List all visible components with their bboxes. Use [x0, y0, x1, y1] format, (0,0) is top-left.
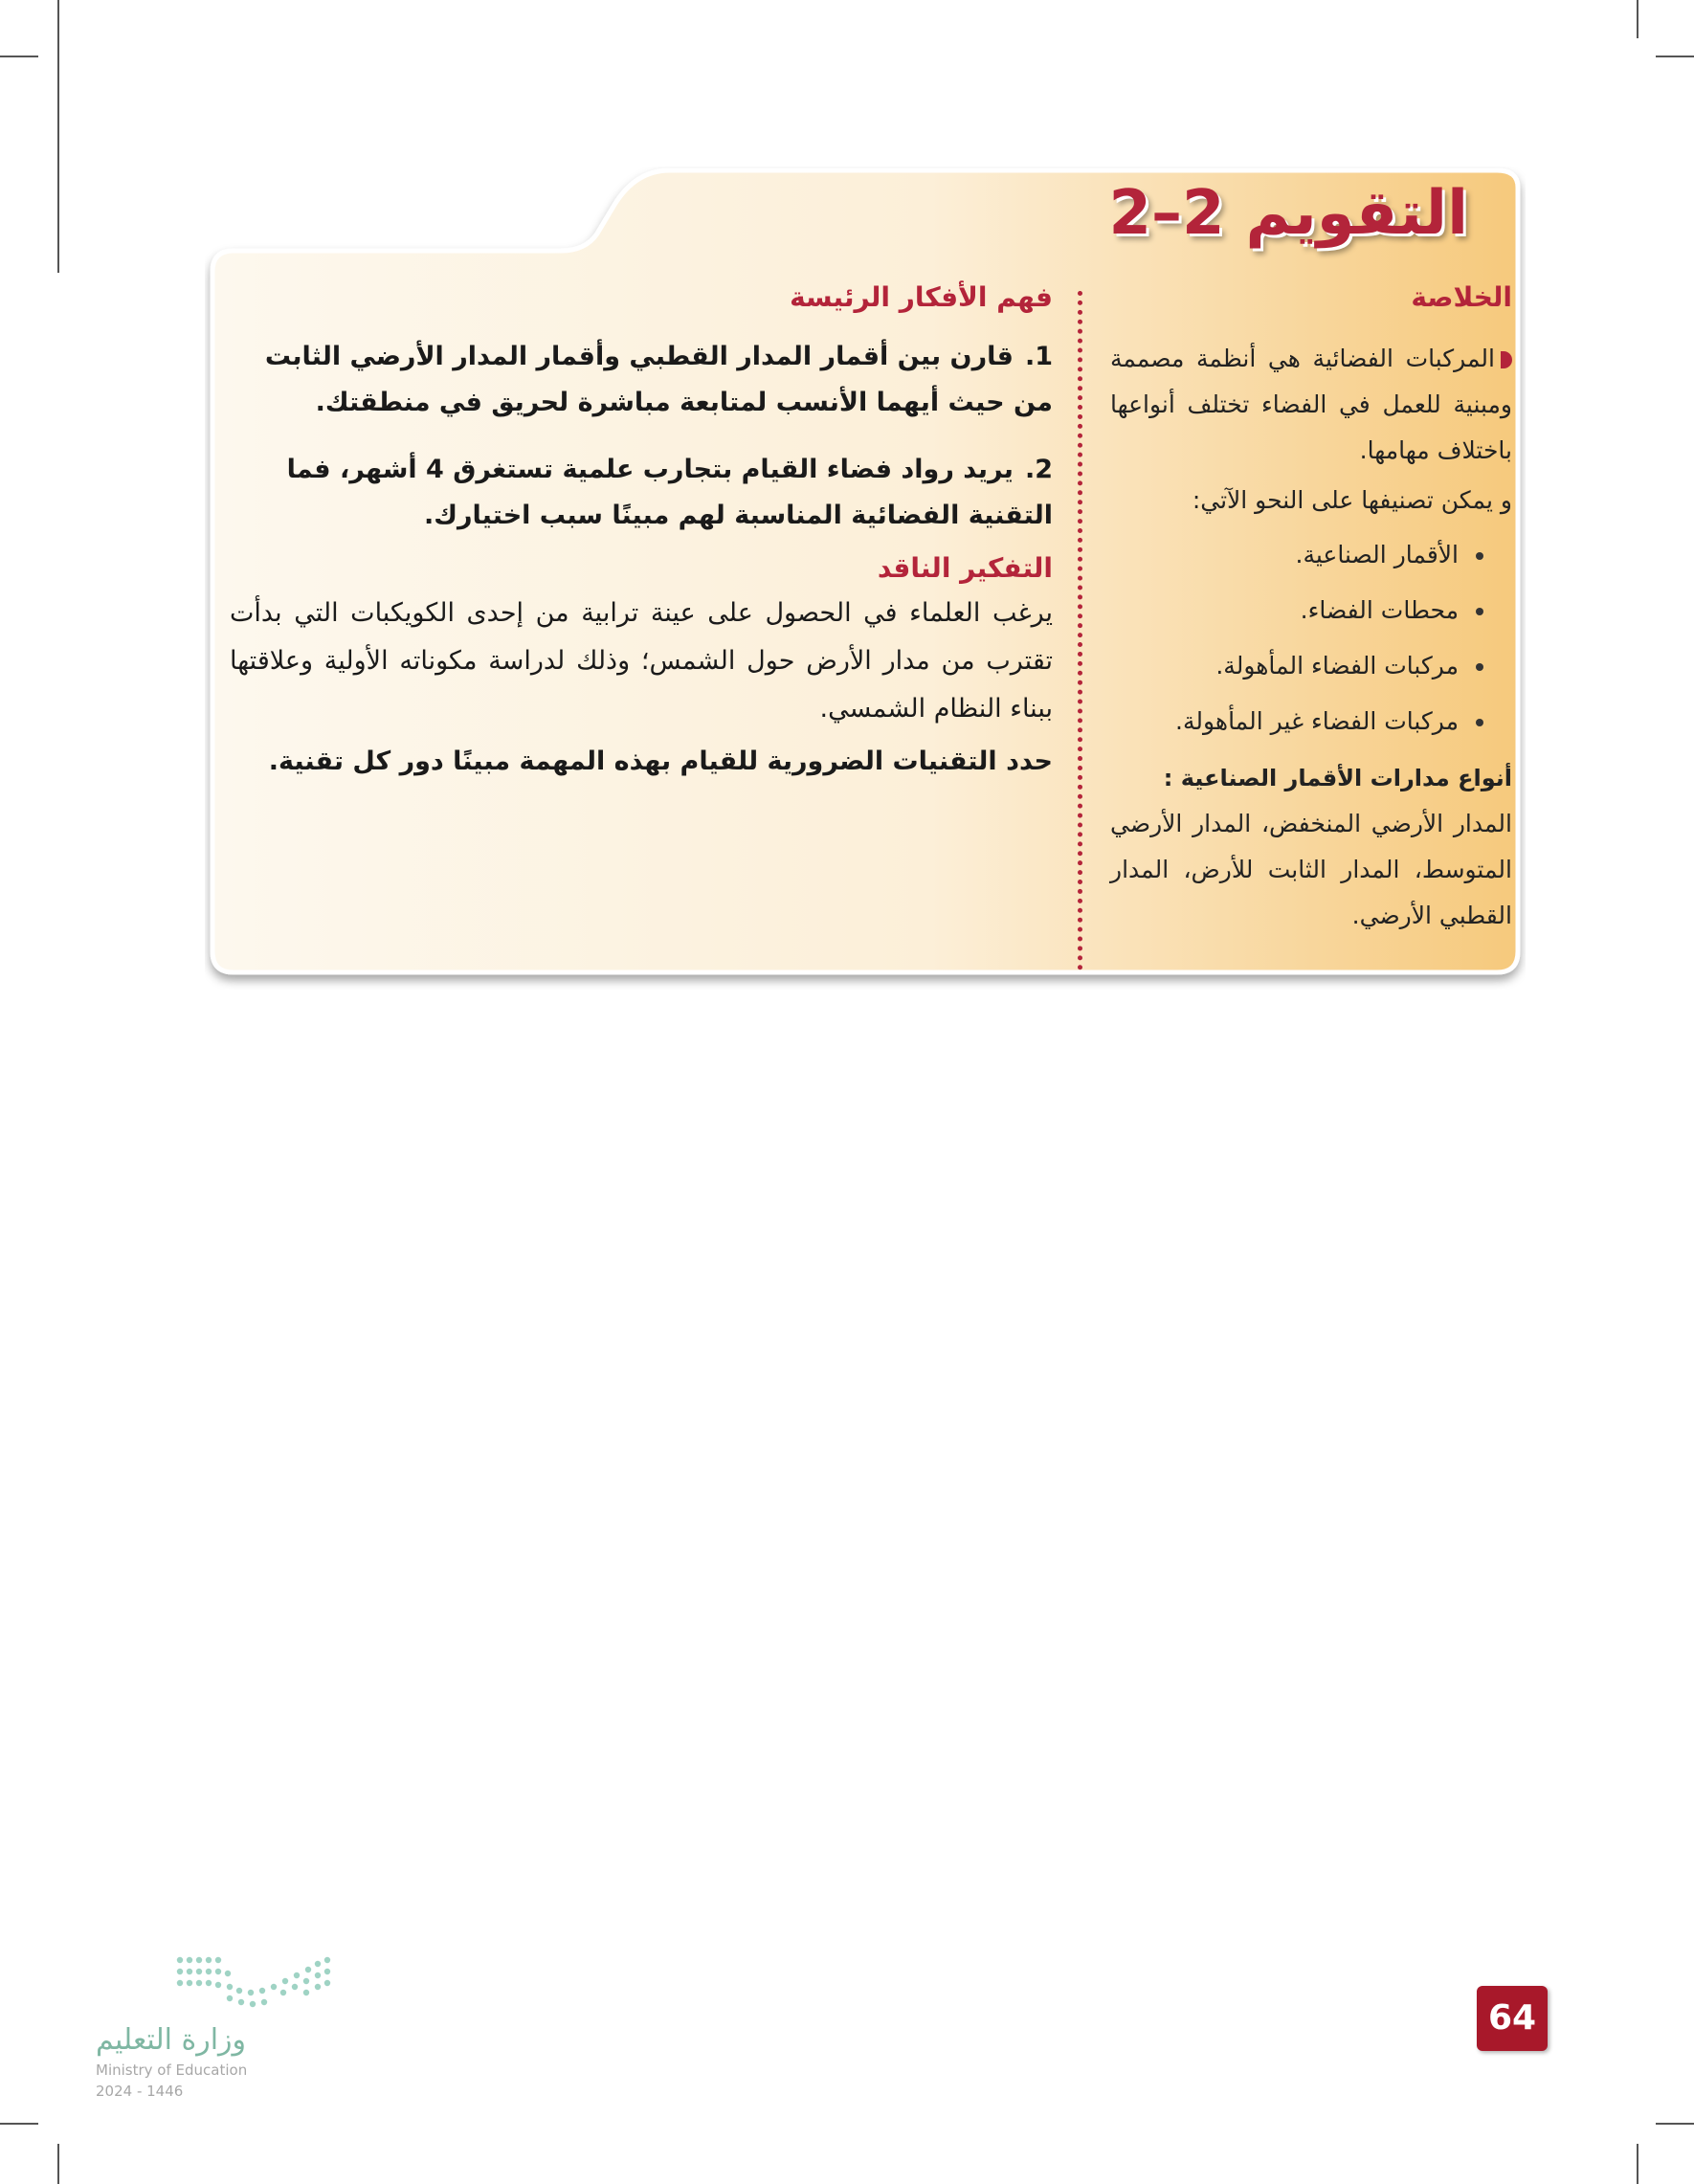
list-item — [1110, 638, 1483, 694]
summary-heading: الخلاصة — [1411, 281, 1512, 313]
crop-mark — [57, 2144, 59, 2184]
summary-classify-line: و يمكن تصنيفها على النحو الآتي: — [1192, 486, 1512, 514]
summary-column — [1110, 281, 1512, 939]
list-item-text: محطات الفضاء. — [1300, 596, 1459, 624]
ministry-year: 2024 - 1446 — [96, 2083, 184, 2100]
section-title-number: 2–2 — [1108, 178, 1225, 249]
section-title-word: التقويم — [1245, 178, 1468, 249]
list-item-text: الأقمار الصناعية. — [1295, 541, 1459, 568]
list-item-text: مركبات الفضاء المأهولة. — [1215, 652, 1459, 680]
review-card — [205, 167, 1526, 990]
ministry-logo — [96, 1952, 345, 2115]
section-title — [1108, 178, 1468, 249]
orbits-text: المدار الأرضي المنخفض، المدار الأرضي المتوسط، المدار الثابت للأرض، المدار القطبي الأرضي. — [1110, 810, 1512, 929]
crop-mark — [57, 0, 59, 273]
main-ideas-heading: فهم الأفكار الرئيسة — [790, 281, 1053, 313]
bullet-marker-icon — [1501, 351, 1512, 368]
list-item — [1110, 583, 1483, 638]
summary-intro — [1110, 336, 1512, 474]
summary-intro-text: المركبات الفضائية هي أنظمة مصممة ومبنية للعمل في الفضاء تختلف أنواعها باختلاف مهامها. — [1110, 345, 1512, 464]
crop-mark — [0, 2123, 38, 2125]
ministry-dots-icon — [96, 1952, 345, 2019]
question-1 — [230, 334, 1053, 426]
list-item-text: مركبات الفضاء غير المأهولة. — [1175, 707, 1459, 735]
list-item — [1110, 694, 1483, 749]
crop-mark — [1637, 2144, 1638, 2184]
question-number: 2. — [1024, 455, 1053, 484]
questions-column — [230, 281, 1053, 785]
orbits-label: أنواع مدارات الأقمار الصناعية : — [1163, 765, 1512, 791]
spacecraft-type-list — [1110, 527, 1512, 749]
ministry-name-en: Ministry of Education — [96, 2061, 248, 2079]
critical-thinking-text: يرغب العلماء في الحصول على عينة ترابية من إحدى الكويكبات التي بدأت تقترب من مدار الأرض حول الشمس؛ وذلك لدراسة مكوناته الأولية وعلاقتها ببناء النظام الشمسي. — [230, 598, 1053, 724]
crop-mark — [1656, 2123, 1694, 2125]
crop-mark — [1656, 56, 1694, 57]
bullet-dot-icon — [1476, 608, 1483, 615]
list-item — [1110, 527, 1483, 583]
page-number-badge: 64 — [1477, 1986, 1548, 2051]
column-divider — [1078, 291, 1082, 970]
question-text: قارن بين أقمار المدار القطبي وأقمار المدار الأرضي الثابت من حيث أيهما الأنسب لمتابعة مباشرة لحريق في منطقتك. — [264, 342, 1053, 417]
ministry-name-ar: وزارة التعليم — [96, 2023, 247, 2057]
crop-mark — [0, 56, 38, 57]
question-text: يريد رواد فضاء القيام بتجارب علمية تستغرق 4 أشهر، فما التقنية الفضائية المناسبة لهم مبينًا سبب اختيارك. — [286, 455, 1053, 530]
bullet-dot-icon — [1476, 719, 1483, 726]
critical-thinking-task: حدد التقنيات الضرورية للقيام بهذه المهمة مبينًا دور كل تقنية. — [268, 747, 1053, 776]
critical-thinking-heading: التفكير الناقد — [877, 552, 1053, 584]
question-2 — [230, 447, 1053, 539]
crop-mark — [1637, 0, 1638, 38]
bullet-dot-icon — [1476, 663, 1483, 671]
question-number: 1. — [1024, 342, 1053, 371]
bullet-dot-icon — [1476, 552, 1483, 560]
